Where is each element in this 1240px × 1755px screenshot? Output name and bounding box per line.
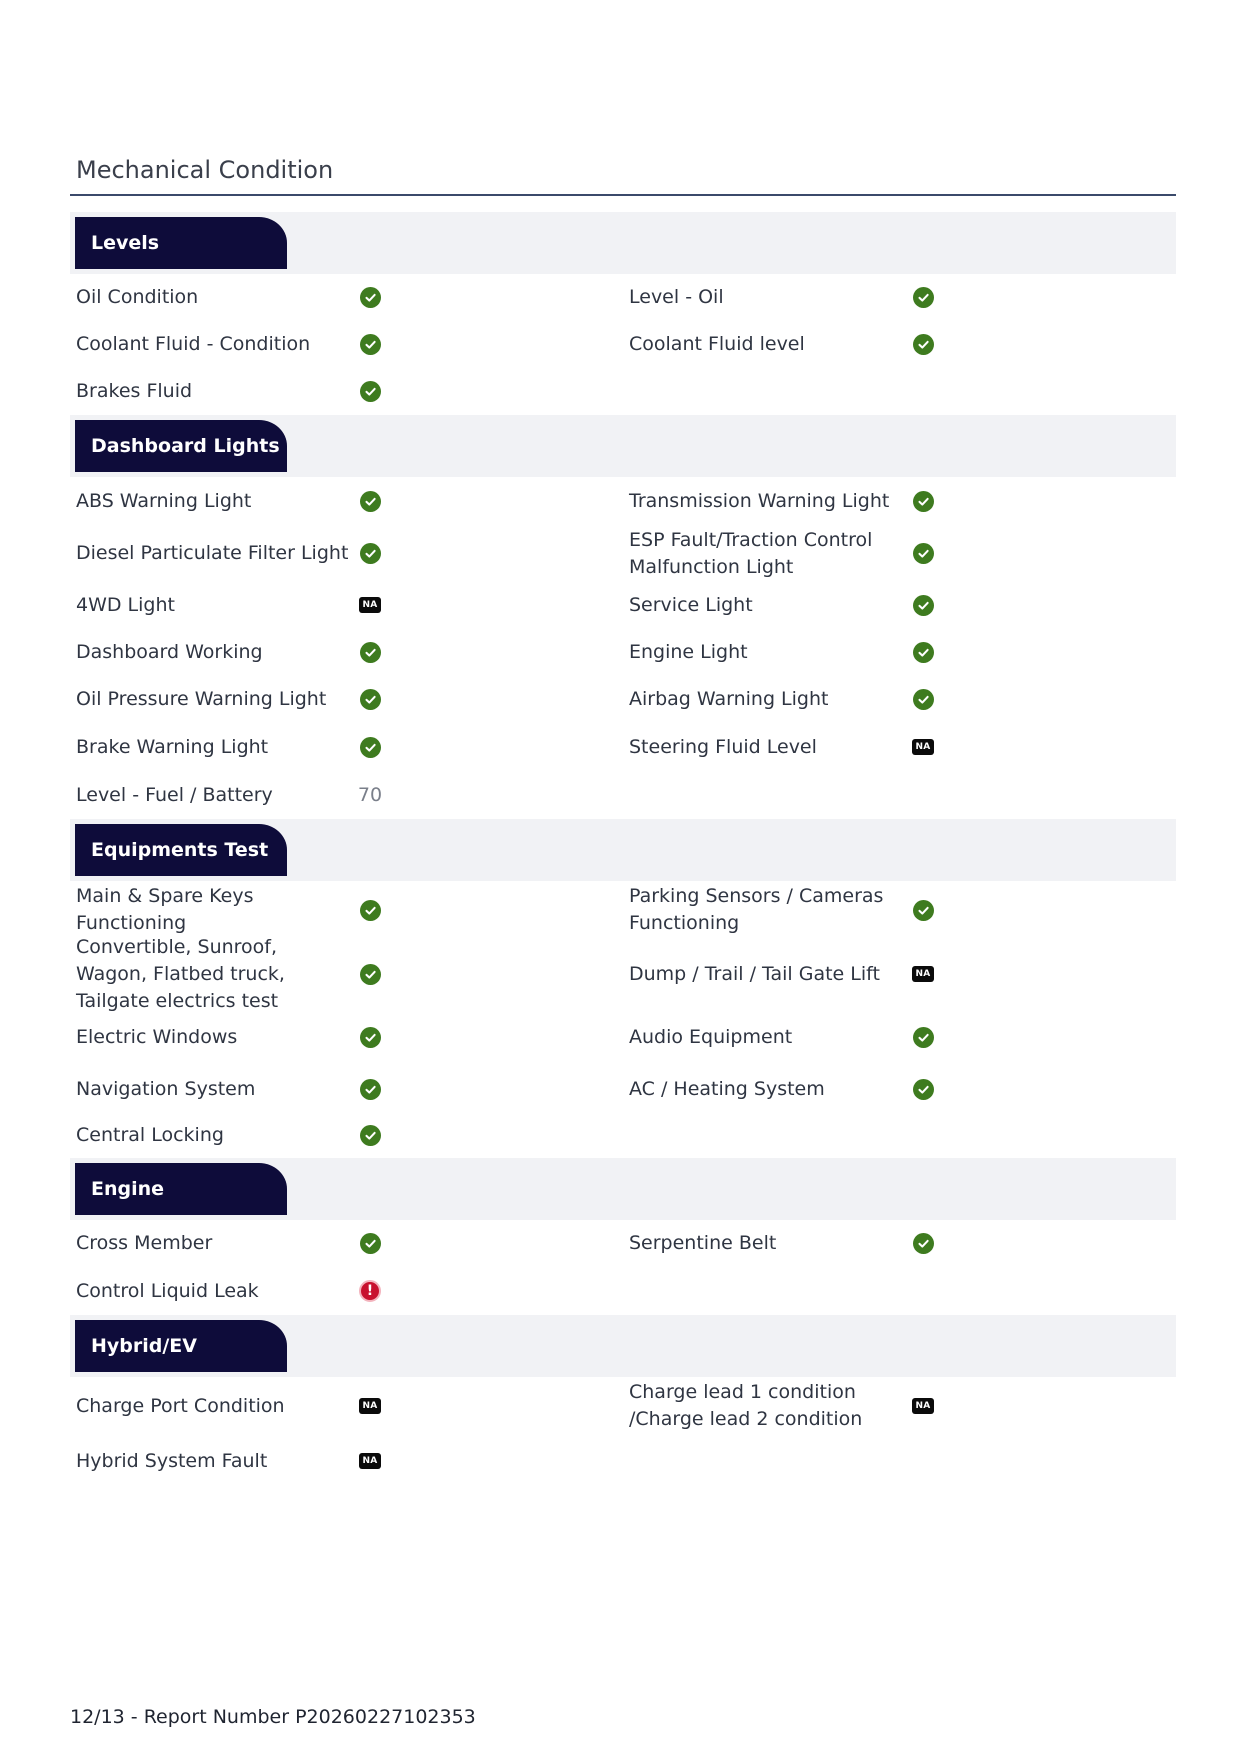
inspection-item — [70, 1220, 623, 1267]
item-status — [903, 1398, 943, 1414]
item-label: ESP Fault/Traction Control Malfunction Light — [629, 528, 873, 578]
section-rows — [70, 274, 1176, 415]
item-status — [350, 642, 390, 663]
inspection-item — [623, 526, 1176, 581]
check-circle-icon — [913, 287, 934, 308]
table-row — [70, 581, 1176, 629]
inspection-item — [623, 771, 1176, 819]
item-status — [350, 1027, 390, 1048]
section-rows — [70, 1377, 1176, 1487]
check-circle-icon — [913, 900, 934, 921]
item-label: Level - Oil — [629, 286, 724, 308]
check-circle-icon — [913, 1079, 934, 1100]
item-status — [350, 1398, 390, 1414]
item-status — [350, 491, 390, 512]
item-status — [350, 1453, 390, 1469]
inspection-item — [70, 1267, 623, 1315]
table-row — [70, 477, 1176, 526]
item-label: Navigation System — [76, 1078, 256, 1100]
section-title: Equipments Test — [75, 824, 287, 876]
table-row — [70, 368, 1176, 415]
item-status — [350, 381, 390, 402]
table-row — [70, 881, 1176, 939]
item-label: Serpentine Belt — [629, 1232, 777, 1254]
item-status — [903, 1233, 943, 1254]
table-row — [70, 629, 1176, 676]
section-title: Levels — [75, 217, 287, 269]
check-circle-icon — [360, 334, 381, 355]
check-circle-icon — [913, 1233, 934, 1254]
inspection-item — [70, 771, 623, 819]
item-status — [350, 1125, 390, 1146]
item-label: Oil Condition — [76, 286, 199, 308]
alert-circle-icon: ! — [359, 1280, 381, 1302]
item-label: Charge lead 1 condition /Charge lead 2 condition — [629, 1381, 863, 1430]
item-status — [903, 1027, 943, 1048]
not-applicable-icon: NA — [359, 1398, 381, 1414]
section-title: Engine — [75, 1163, 287, 1215]
check-circle-icon — [360, 900, 381, 921]
table-row — [70, 1009, 1176, 1066]
inspection-item — [623, 1377, 1176, 1435]
item-status — [903, 1079, 943, 1100]
check-circle-icon — [913, 334, 934, 355]
item-status — [350, 1233, 390, 1254]
inspection-item — [623, 676, 1176, 723]
table-row — [70, 1113, 1176, 1158]
item-value: 70 — [357, 784, 383, 806]
inspection-item — [70, 935, 623, 1012]
check-circle-icon — [360, 1125, 381, 1146]
table-row — [70, 723, 1176, 771]
inspection-item — [623, 1435, 1176, 1487]
check-circle-icon — [360, 1233, 381, 1254]
item-label: Oil Pressure Warning Light — [76, 688, 327, 710]
item-label: Transmission Warning Light — [629, 490, 890, 512]
section-header — [70, 1315, 1176, 1377]
check-circle-icon — [913, 543, 934, 564]
item-status — [350, 597, 390, 613]
item-label: Steering Fluid Level — [629, 735, 817, 758]
section-rows — [70, 477, 1176, 819]
item-status — [903, 689, 943, 710]
item-status — [350, 784, 390, 806]
table-row — [70, 321, 1176, 368]
item-label: Coolant Fluid - Condition — [76, 333, 311, 355]
item-status — [903, 900, 943, 921]
item-status — [903, 287, 943, 308]
section-header — [70, 415, 1176, 477]
item-label: Control Liquid Leak — [76, 1279, 259, 1302]
inspection-item — [623, 368, 1176, 415]
table-row — [70, 1435, 1176, 1487]
item-status — [350, 543, 390, 564]
item-label: Convertible, Sunroof, Wagon, Flatbed truck, Tailgate electrics test — [76, 935, 285, 1012]
check-circle-icon — [360, 287, 381, 308]
item-label: Level - Fuel / Battery — [76, 783, 273, 806]
inspection-item — [70, 676, 623, 723]
item-status — [903, 966, 943, 982]
section-header — [70, 212, 1176, 274]
inspection-item — [70, 1066, 623, 1113]
item-label: AC / Heating System — [629, 1078, 825, 1100]
item-status — [350, 334, 390, 355]
inspection-item — [70, 723, 623, 771]
item-label: Charge Port Condition — [76, 1394, 285, 1417]
item-status — [903, 739, 943, 755]
inspection-item — [623, 881, 1176, 939]
item-label: Parking Sensors / Cameras Functioning — [629, 885, 884, 934]
item-label: Dump / Trail / Tail Gate Lift — [629, 962, 880, 985]
inspection-item — [70, 1435, 623, 1487]
inspection-item — [70, 321, 623, 368]
item-status — [903, 491, 943, 512]
check-circle-icon — [360, 491, 381, 512]
item-status — [350, 737, 390, 758]
item-label: Hybrid System Fault — [76, 1449, 268, 1472]
item-label: Brakes Fluid — [76, 380, 193, 402]
item-label: Cross Member — [76, 1232, 213, 1254]
inspection-item — [70, 581, 623, 629]
not-applicable-icon: NA — [359, 597, 381, 613]
not-applicable-icon: NA — [359, 1453, 381, 1469]
check-circle-icon — [913, 491, 934, 512]
item-status — [350, 689, 390, 710]
inspection-item — [623, 1267, 1176, 1315]
item-status — [903, 334, 943, 355]
table-row — [70, 526, 1176, 581]
inspection-item — [623, 581, 1176, 629]
item-label: Service Light — [629, 593, 753, 616]
inspection-item — [623, 939, 1176, 1009]
item-status — [350, 287, 390, 308]
item-status — [350, 1079, 390, 1100]
inspection-item — [70, 629, 623, 676]
table-row — [70, 771, 1176, 819]
inspection-item — [623, 321, 1176, 368]
inspection-item — [623, 723, 1176, 771]
section-header — [70, 1158, 1176, 1220]
check-circle-icon — [913, 689, 934, 710]
table-row — [70, 676, 1176, 723]
item-label: Electric Windows — [76, 1026, 238, 1048]
item-label: ABS Warning Light — [76, 490, 252, 512]
inspection-item — [70, 368, 623, 415]
check-circle-icon — [360, 543, 381, 564]
item-status — [350, 900, 390, 921]
not-applicable-icon: NA — [912, 966, 934, 982]
table-row — [70, 1377, 1176, 1435]
inspection-item — [623, 1066, 1176, 1113]
section-title: Hybrid/EV — [75, 1320, 287, 1372]
check-circle-icon — [360, 1027, 381, 1048]
item-label: Main & Spare Keys Functioning — [76, 885, 254, 934]
table-row — [70, 1267, 1176, 1315]
inspection-item — [623, 1009, 1176, 1066]
check-circle-icon — [360, 689, 381, 710]
page-footer: 12/13 - Report Number P20260227102353 — [70, 1706, 476, 1728]
inspection-item — [623, 477, 1176, 526]
inspection-item — [70, 477, 623, 526]
check-circle-icon — [913, 642, 934, 663]
check-circle-icon — [360, 964, 381, 985]
inspection-item — [70, 1113, 623, 1158]
inspection-item — [623, 1220, 1176, 1267]
item-status — [350, 964, 390, 985]
item-label: Brake Warning Light — [76, 735, 269, 758]
inspection-item — [70, 274, 623, 321]
inspection-item — [70, 881, 623, 939]
item-label: Audio Equipment — [629, 1026, 793, 1048]
table-row — [70, 1066, 1176, 1113]
inspection-item — [623, 274, 1176, 321]
inspection-item — [70, 1377, 623, 1435]
title-divider — [70, 194, 1176, 196]
item-label: Diesel Particulate Filter Light — [76, 542, 349, 564]
item-label: Airbag Warning Light — [629, 688, 829, 710]
check-circle-icon — [360, 642, 381, 663]
check-circle-icon — [913, 1027, 934, 1048]
check-circle-icon — [360, 1079, 381, 1100]
item-status — [903, 595, 943, 616]
inspection-item — [70, 1009, 623, 1066]
table-row — [70, 1220, 1176, 1267]
item-label: Central Locking — [76, 1124, 224, 1146]
item-status — [350, 1280, 390, 1302]
check-circle-icon — [913, 595, 934, 616]
item-label: Engine Light — [629, 641, 748, 663]
inspection-sections — [70, 212, 1176, 1487]
table-row — [70, 274, 1176, 321]
section-header — [70, 819, 1176, 881]
inspection-item — [623, 1113, 1176, 1158]
item-label: Coolant Fluid level — [629, 333, 805, 355]
check-circle-icon — [360, 381, 381, 402]
section-rows — [70, 881, 1176, 1158]
table-row — [70, 935, 1176, 1012]
section-rows — [70, 1220, 1176, 1315]
item-label: 4WD Light — [76, 593, 175, 616]
inspection-item — [623, 629, 1176, 676]
item-label: Dashboard Working — [76, 641, 263, 663]
not-applicable-icon: NA — [912, 739, 934, 755]
section-title: Dashboard Lights — [75, 420, 287, 472]
item-status — [903, 543, 943, 564]
check-circle-icon — [360, 737, 381, 758]
page-title: Mechanical Condition — [76, 156, 334, 184]
inspection-item — [70, 526, 623, 581]
item-status — [903, 642, 943, 663]
not-applicable-icon: NA — [912, 1398, 934, 1414]
